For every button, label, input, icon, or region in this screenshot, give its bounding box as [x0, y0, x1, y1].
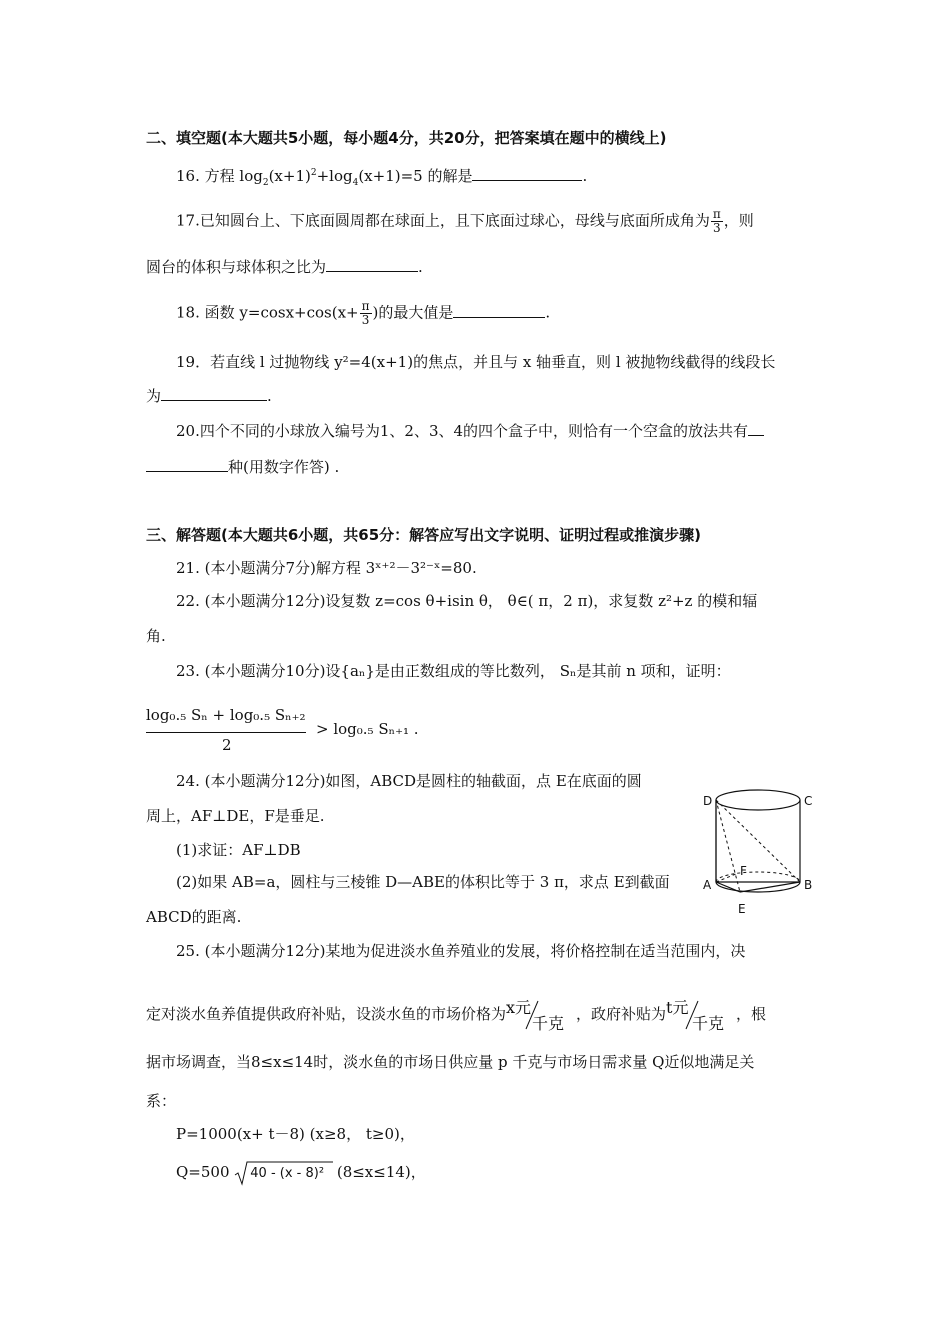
section2-heading: 二、填空题(本大题共5小题，每小题4分，共20分，把答案填在题中的横线上): [146, 129, 667, 147]
label-A: A: [703, 878, 712, 892]
question-25-line3: 据市场调查，当8≤x≤14时，淡水鱼的市场日供应量 p 千克与市场日需求量 Q近似地满足关: [146, 1053, 755, 1071]
question-23-line1: 23. (本小题满分10分)设{aₙ}是由正数组成的等比数列， Sₙ是其前 n 项和，证明：: [176, 662, 731, 680]
answer-blank[interactable]: [161, 386, 267, 401]
answer-blank[interactable]: [453, 303, 545, 318]
equation-Q: Q=500 40 - (x - 8)² (8≤x≤14)，: [176, 1160, 426, 1186]
question-22-line2: 角.: [146, 627, 166, 645]
section3-heading: 三、解答题(本大题共6小题，共65分：解答应写出文字说明、证明过程或推演步骤): [146, 526, 702, 544]
answer-blank[interactable]: [326, 257, 418, 272]
fraction-pi-3: $\frac{\pi}{3}$: [361, 299, 370, 327]
answer-blank[interactable]: [146, 457, 228, 472]
question-22-line1: 22. (本小题满分12分)设复数 z=cos θ+isin θ， θ∈( π，2 π)，求复数 z²+z 的模和辐: [176, 592, 758, 610]
question-24-part1: (1)求证：AF⊥DB: [176, 841, 301, 859]
question-25-line2: 定对淡水鱼养值提供政府补贴，设淡水鱼的市场价格为 x元 千克 ，政府补贴为 t元 千克 ，根: [146, 998, 767, 1033]
question-20-line1: 20.四个不同的小球放入编号为1、2、3、4的四个盒子中，则恰有一个空盒的放法共有: [176, 421, 764, 441]
label-D: D: [703, 794, 713, 808]
question-24-part2: (2)如果 AB=a，圆柱与三棱锥 D—ABE的体积比等于 3 π，求点 E到截面: [176, 873, 670, 891]
label-B: B: [804, 878, 813, 892]
fraction-bar: [146, 732, 306, 733]
question-19-line1: 19．若直线 l 过抛物线 y²=4(x+1)的焦点，并且与 x 轴垂直，则 l 被抛物线截得的线段长: [176, 353, 776, 371]
unit-subsidy-per-kg: t元 千克: [666, 998, 725, 1033]
fraction-pi-3: $\frac{\pi}{3}$: [712, 207, 721, 235]
label-E: E: [738, 902, 746, 916]
question-21: 21. (本小题满分7分)解方程 3ˣ⁺²－3²⁻ˣ=80.: [176, 559, 477, 577]
question-18: 18. 函数 y=cosx+cos(x+ $\frac{\pi}{3}$ )的最大值是 .: [176, 299, 551, 327]
inequality-rhs: > log₀.₅ Sₙ₊₁ .: [316, 720, 419, 738]
cylinder-figure: [700, 786, 818, 926]
question-25-line1: 25. (本小题满分12分)某地为促进淡水鱼养殖业的发展，将价格控制在适当范围内，决: [176, 942, 746, 960]
equation-P: P=1000(x+ t－8) (x≥8， t≥0)，: [176, 1125, 415, 1143]
question-19-line2: 为 .: [146, 387, 272, 405]
question-20-line2: 种(用数字作答) .: [146, 457, 339, 477]
label-F: F: [740, 864, 747, 878]
unit-price-per-kg: x元 千克: [506, 998, 565, 1033]
label-C: C: [804, 794, 813, 808]
inequality-denominator: 2: [222, 736, 232, 754]
question-24-line5: ABCD的距离.: [146, 908, 242, 926]
answer-blank[interactable]: [472, 166, 582, 181]
question-16: 16. 方程 $\log_2(x+1)^2+\log_4(x+1)=5$ 的解是 .: [176, 167, 588, 188]
answer-blank[interactable]: [748, 421, 764, 436]
question-24-line1: 24. (本小题满分12分)如图，ABCD是圆柱的轴截面，点 E在底面的圆: [176, 772, 642, 790]
inequality-numerator: log₀.₅ Sₙ + log₀.₅ Sₙ₊₂: [146, 706, 306, 724]
question-24-line2: 周上，AF⊥DE，F是垂足.: [146, 807, 325, 825]
question-17-line2: 圆台的体积与球体积之比为 .: [146, 258, 423, 276]
cylinder-diagram: [700, 786, 818, 926]
question-25-line4: 系：: [146, 1092, 177, 1110]
question-17-line1: 17.已知圆台上、下底面圆周都在球面上，且下底面过球心，母线与底面所成角为 $\frac{\pi}{3}$ ，则: [176, 207, 754, 235]
